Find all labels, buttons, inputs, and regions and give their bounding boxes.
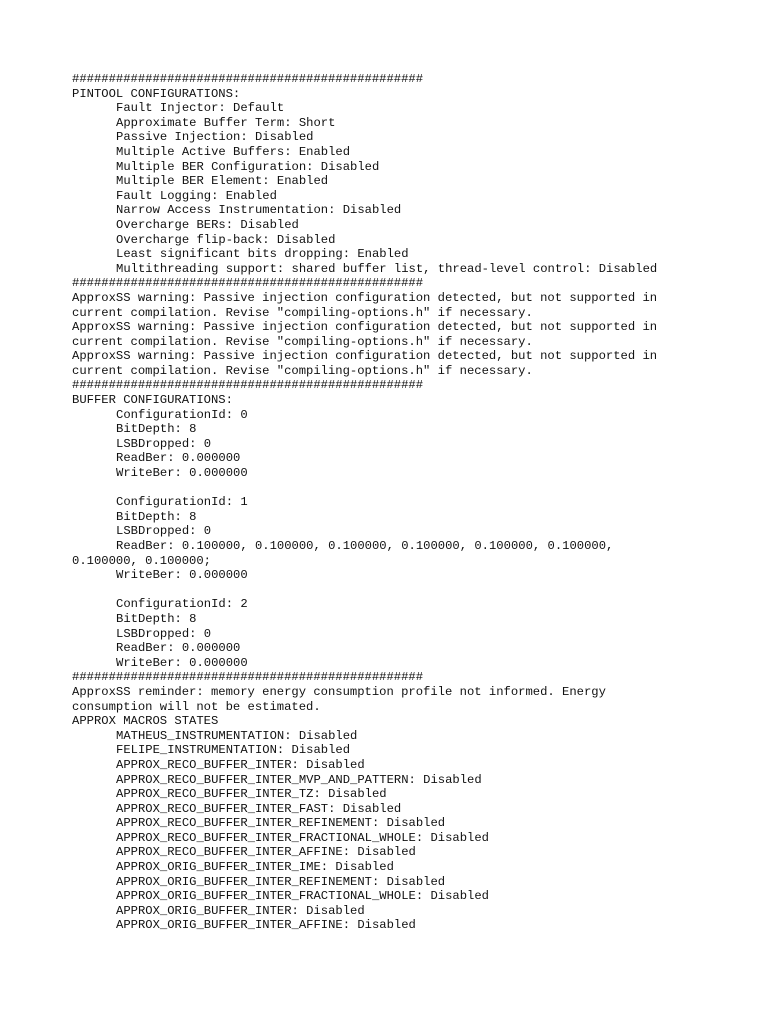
macro-item: MATHEUS_INSTRUMENTATION: Disabled [116,728,358,743]
config-writeber: WriteBer: 0.000000 [116,568,248,583]
pintool-item: Least significant bits dropping: Enabled [116,247,409,262]
blank-line [72,481,692,496]
macro-item: APPROX_ORIG_BUFFER_INTER: Disabled [116,903,365,918]
config-writeber: WriteBer: 0.000000 [116,655,248,670]
warning-line: ApproxSS warning: Passive injection configuration detected, but not supported in [72,349,658,364]
separator-line: ################################################ [72,276,424,291]
config-lsb: LSBDropped: 0 [116,626,212,641]
buffer-heading: BUFFER CONFIGURATIONS: [72,393,233,408]
blank-line [72,583,692,598]
pintool-item: Multiple BER Element: Enabled [116,174,329,189]
config-readber: ReadBer: 0.000000 [116,451,241,466]
macro-item: APPROX_ORIG_BUFFER_INTER_REFINEMENT: Disabled [116,874,446,889]
pintool-item: Narrow Access Instrumentation: Disabled [116,203,402,218]
config-readber: ReadBer: 0.100000, 0.100000, 0.100000, 0.100000, 0.100000, 0.100000, [116,539,614,553]
pintool-item: Overcharge flip-back: Disabled [116,232,336,247]
warning-line: ApproxSS warning: Passive injection configuration detected, but not supported in [72,290,658,305]
pintool-heading: PINTOOL CONFIGURATIONS: [72,86,241,101]
macro-item: APPROX_ORIG_BUFFER_INTER_FRACTIONAL_WHOLE: Disabled [116,889,489,904]
config-writeber: WriteBer: 0.000000 [116,466,248,481]
macro-item: APPROX_RECO_BUFFER_INTER_TZ: Disabled [116,787,387,802]
config-bitdepth: BitDepth: 8 [116,509,197,524]
macro-item: APPROX_RECO_BUFFER_INTER: Disabled [116,757,365,772]
config-lsb: LSBDropped: 0 [116,436,212,451]
macros-heading: APPROX MACROS STATES [72,714,219,729]
config-readber: ReadBer: 0.000000 [116,641,241,656]
separator-line: ################################################ [72,378,424,393]
macro-item: APPROX_RECO_BUFFER_INTER_FAST: Disabled [116,801,402,816]
pintool-item: Fault Injector: Default [116,101,285,116]
reminder-line: consumption will not be estimated. [72,699,321,714]
pintool-item: Multithreading support: shared buffer list, thread-level control: Disabled [116,261,658,276]
config-bitdepth: BitDepth: 8 [116,611,197,626]
macro-item: APPROX_ORIG_BUFFER_INTER_AFFINE: Disabled [116,918,416,933]
pintool-item: Multiple Active Buffers: Enabled [116,144,351,159]
pintool-item: Overcharge BERs: Disabled [116,217,299,232]
pintool-item: Fault Logging: Enabled [116,188,277,203]
config-id: ConfigurationId: 0 [116,407,248,422]
reminder-line: ApproxSS reminder: memory energy consumption profile not informed. Energy [72,684,606,699]
pintool-item: Approximate Buffer Term: Short [116,115,336,130]
pintool-item: Multiple BER Configuration: Disabled [116,159,380,174]
config-readber-wrap: 0.100000, 0.100000; [72,553,211,568]
macro-item: APPROX_ORIG_BUFFER_INTER_IME: Disabled [116,860,394,875]
pintool-item: Passive Injection: Disabled [116,130,314,145]
config-id: ConfigurationId: 1 [116,495,248,510]
warning-line: current compilation. Revise "compiling-options.h" if necessary. [72,363,533,378]
macro-item: FELIPE_INSTRUMENTATION: Disabled [116,743,351,758]
macro-item: APPROX_RECO_BUFFER_INTER_AFFINE: Disabled [116,845,416,860]
config-lsb: LSBDropped: 0 [116,524,212,539]
macro-item: APPROX_RECO_BUFFER_INTER_REFINEMENT: Disabled [116,816,446,831]
warning-line: ApproxSS warning: Passive injection configuration detected, but not supported in [72,320,658,335]
config-id: ConfigurationId: 2 [116,597,248,612]
config-bitdepth: BitDepth: 8 [116,422,197,437]
warning-line: current compilation. Revise "compiling-options.h" if necessary. [72,334,533,349]
macro-item: APPROX_RECO_BUFFER_INTER_MVP_AND_PATTERN: Disabled [116,772,482,787]
console-log [72,72,692,933]
warning-line: current compilation. Revise "compiling-options.h" if necessary. [72,305,533,320]
macro-item: APPROX_RECO_BUFFER_INTER_FRACTIONAL_WHOLE: Disabled [116,830,489,845]
separator-line: ################################################ [72,670,424,685]
separator-line: ################################################ [72,72,424,86]
